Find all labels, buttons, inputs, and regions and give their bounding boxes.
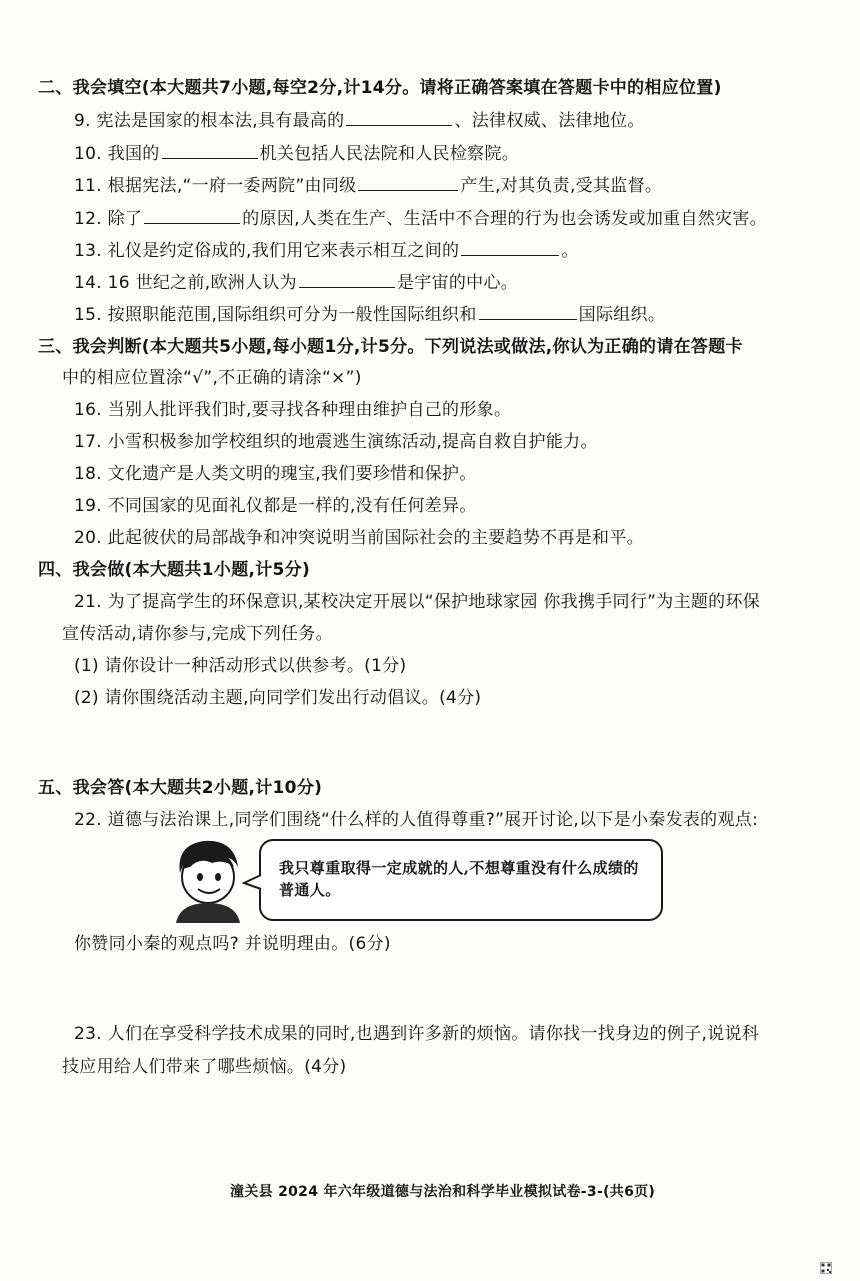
- q10-blank: [162, 141, 258, 159]
- speech-bubble-tail: [242, 873, 262, 893]
- section-fill-header: 二、我会填空(本大题共7小题,每空2分,计14分。请将正确答案填在答题卡中的相应位置): [38, 78, 722, 98]
- question-16: 16. 当别人批评我们时,要寻找各种理由维护自己的形象。: [74, 400, 512, 420]
- question-10: [74, 141, 519, 166]
- q12-blank: [144, 206, 240, 224]
- q12-text-b: 的原因,人类在生产、生活中不合理的行为也会诱发或加重自然灾害。: [242, 209, 767, 229]
- q14-text-b: 是宇宙的中心。: [396, 273, 519, 293]
- q9-text-b: 、法律权威、法律地位。: [454, 111, 645, 131]
- speech-bubble-text: 我只尊重取得一定成就的人,不想尊重没有什么成绩的普通人。: [279, 859, 639, 899]
- question-18: 18. 文化遗产是人类文明的瑰宝,我们要珍惜和保护。: [74, 464, 477, 484]
- section-do-header: 四、我会做(本大题共1小题,计5分): [38, 560, 311, 580]
- q10-text-a: 10. 我国的: [74, 144, 160, 164]
- q14-blank: [299, 270, 395, 288]
- q15-text-b: 国际组织。: [578, 305, 666, 325]
- q11-text-a: 11. 根据宪法,“一府一委两院”由同级: [74, 176, 357, 196]
- page-footer: 潼关县 2024 年六年级道德与法治和科学毕业模拟试卷-3-(共6页): [230, 1184, 656, 1200]
- question-20: 20. 此起彼伏的局部战争和冲突说明当前国际社会的主要趋势不再是和平。: [74, 528, 644, 548]
- q10-text-b: 机关包括人民法院和人民检察院。: [259, 144, 520, 164]
- section-judge-header: 三、我会判断(本大题共5小题,每小题1分,计5分。下列说法或做法,你认为正确的请在答题卡: [38, 337, 743, 357]
- section-judge-header-cont: 中的相应位置涂“√”,不正确的请涂“×”): [62, 368, 362, 388]
- question-17: 17. 小雪积极参加学校组织的地震逃生演练活动,提高自救自护能力。: [74, 432, 598, 452]
- question-21-part2: (2) 请你围绕活动主题,向同学们发出行动倡议。(4分): [74, 688, 482, 708]
- q11-text-b: 产生,对其负责,受其监督。: [460, 176, 663, 196]
- q13-blank: [461, 238, 559, 256]
- question-21-line1: 21. 为了提高学生的环保意识,某校决定开展以“保护地球家园 你我携手同行”为主题的环保: [74, 592, 761, 612]
- question-14: [74, 270, 518, 295]
- section-answer-header: 五、我会答(本大题共2小题,计10分): [38, 778, 323, 798]
- q15-blank: [479, 302, 577, 320]
- question-23-line2: 技应用给人们带来了哪些烦恼。(4分): [62, 1057, 347, 1077]
- q13-text-b: 。: [561, 241, 579, 261]
- question-13: [74, 238, 579, 263]
- boy-cartoon-icon: [162, 833, 252, 923]
- question-19: 19. 不同国家的见面礼仪都是一样的,没有任何差异。: [74, 496, 477, 516]
- question-15: [74, 302, 665, 327]
- question-9: [74, 108, 645, 133]
- q13-text-a: 13. 礼仪是约定俗成的,我们用它来表示相互之间的: [74, 241, 460, 261]
- question-21-part1: (1) 请你设计一种活动形式以供参考。(1分): [74, 656, 407, 676]
- q12-text-a: 12. 除了: [74, 209, 143, 229]
- illustration: [162, 833, 662, 923]
- question-22: 22. 道德与法治课上,同学们围绕“什么样的人值得尊重?”展开讨论,以下是小秦发表的观点:: [74, 810, 759, 830]
- question-23-line1: 23. 人们在享受科学技术成果的同时,也遇到许多新的烦恼。请你找一找身边的例子,说说科: [74, 1024, 760, 1044]
- question-22-ask: 你赞同小秦的观点吗? 并说明理由。(6分): [74, 934, 391, 954]
- qr-code-icon: [820, 1262, 832, 1274]
- q11-blank: [358, 173, 458, 191]
- q9-text-a: 9. 宪法是国家的根本法,具有最高的: [74, 111, 345, 131]
- q14-text-a: 14. 16 世纪之前,欧洲人认为: [74, 273, 297, 293]
- question-12: [74, 206, 767, 231]
- question-21-line2: 宣传活动,请你参与,完成下列任务。: [62, 624, 333, 644]
- q15-text-a: 15. 按照职能范围,国际组织可分为一般性国际组织和: [74, 305, 477, 325]
- q9-blank: [346, 108, 452, 126]
- speech-bubble: [259, 839, 663, 921]
- question-11: [74, 173, 662, 198]
